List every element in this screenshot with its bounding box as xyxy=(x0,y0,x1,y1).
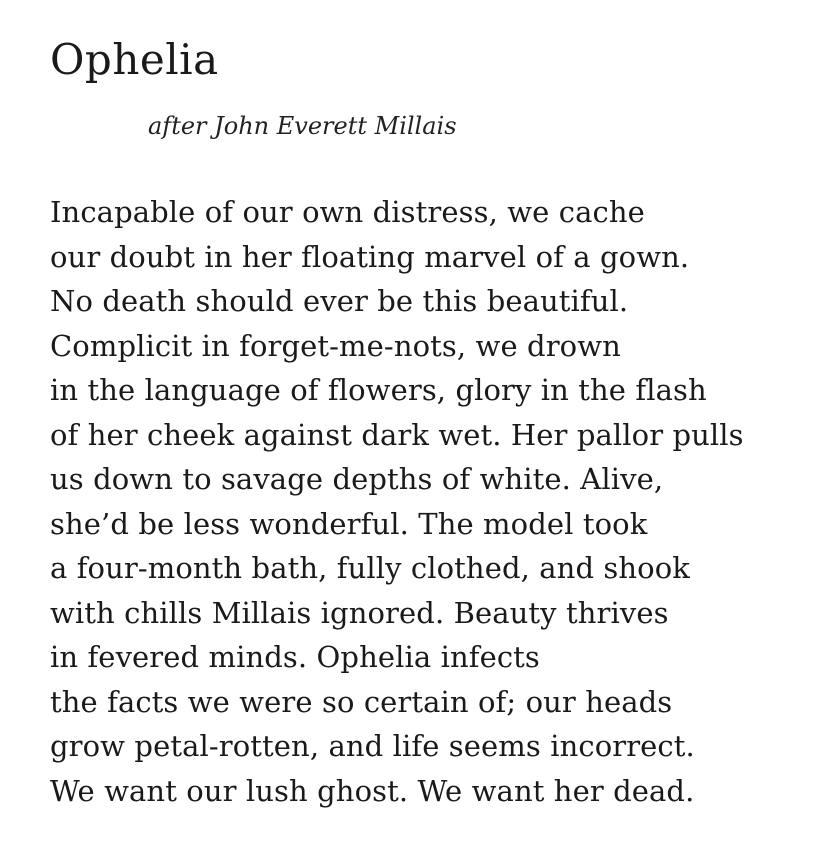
poem-epigraph: after John Everett Millais xyxy=(148,112,457,140)
poem-line-1: Incapable of our own distress, we cache xyxy=(50,195,645,229)
poem-line-3: No death should ever be this beautiful. xyxy=(50,284,629,318)
poem-line-11: in fevered minds. Ophelia infects xyxy=(50,640,540,674)
poem-line-5: in the language of flowers, glory in the flash xyxy=(50,373,707,407)
poem-line-6: of her cheek against dark wet. Her pallor pulls xyxy=(50,417,744,452)
poem-line-12: the facts we were so certain of; our heads xyxy=(50,684,673,719)
poem-line-7: us down to savage depths of white. Alive, xyxy=(50,462,664,496)
poem-title: Ophelia xyxy=(50,35,219,84)
poem xyxy=(50,30,810,813)
poem-line-4: Complicit in forget-me-nots, we drown xyxy=(50,328,621,363)
poem-line-13: grow petal-rotten, and life seems incorrect. xyxy=(50,729,695,763)
poem-line-10: with chills Millais ignored. Beauty thrives xyxy=(50,595,669,630)
poem-line-2: our doubt in her floating marvel of a gown. xyxy=(50,239,690,274)
poem-line-8: she’d be less wonderful. The model took xyxy=(50,506,648,541)
poem-line-9: a four-month bath, fully clothed, and shook xyxy=(50,551,690,585)
poem-stanza xyxy=(50,190,810,813)
poem-line-14: We want our lush ghost. We want her dead. xyxy=(50,773,695,808)
